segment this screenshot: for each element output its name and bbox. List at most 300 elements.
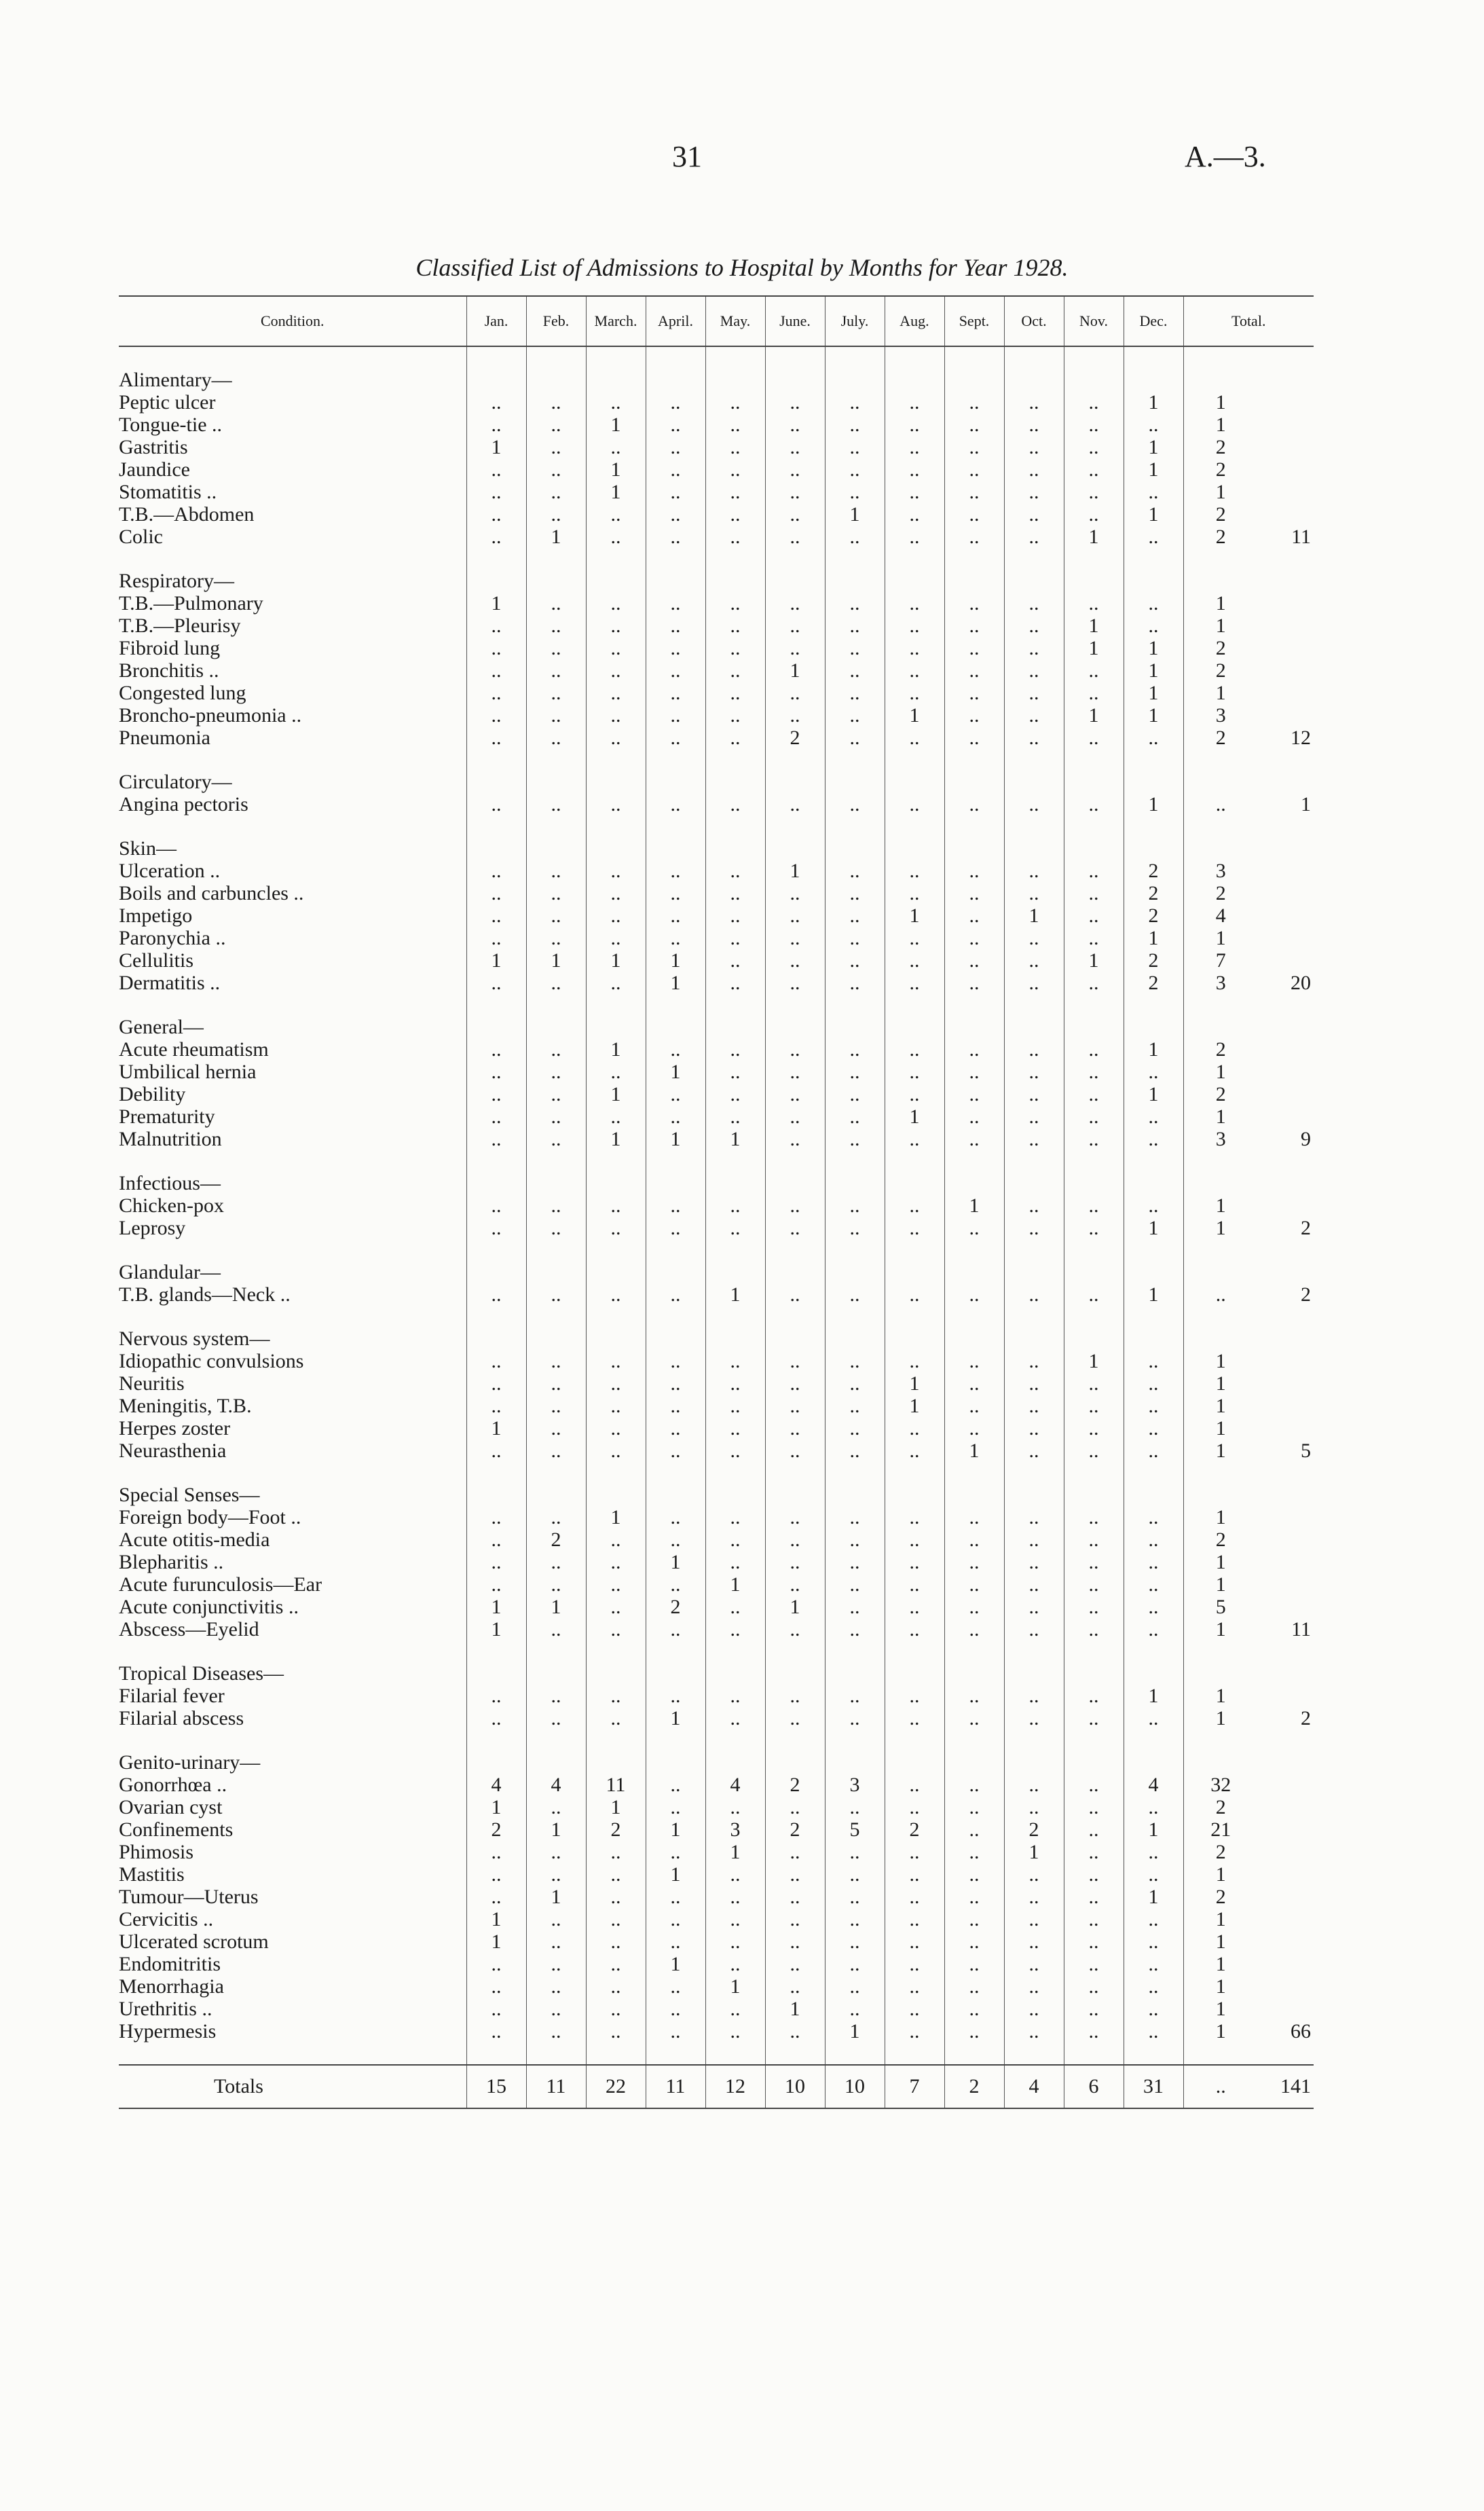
subtotal-cell-empty [1258, 1685, 1314, 1707]
month-cell-empty [1004, 570, 1064, 592]
row-total: 1 [1183, 391, 1258, 414]
month-cell-empty [1064, 1016, 1124, 1038]
month-cell: .. [646, 1998, 705, 2020]
month-cell-empty [765, 1016, 825, 1038]
group-heading-row [119, 369, 1314, 391]
month-cell: 2 [1124, 972, 1183, 994]
month-cell: .. [705, 592, 765, 615]
month-cell: .. [526, 682, 586, 704]
subtotal-cell-empty [1258, 436, 1314, 458]
month-cell-empty [885, 771, 944, 793]
month-cell: .. [944, 904, 1004, 927]
month-cell: .. [944, 1618, 1004, 1641]
month-cell-empty [646, 1484, 705, 1506]
month-cell: .. [765, 526, 825, 548]
table-row [119, 637, 1314, 659]
month-cell: .. [526, 1350, 586, 1372]
month-cell: .. [765, 414, 825, 436]
month-cell-empty [1064, 1306, 1124, 1327]
month-cell: .. [825, 1841, 885, 1863]
month-cell: .. [646, 1908, 705, 1930]
month-cell-empty [1004, 1462, 1064, 1484]
month-cell: .. [885, 1774, 944, 1796]
month-cell: .. [1124, 1551, 1183, 1573]
month-cell-empty [825, 771, 885, 793]
row-total: 1 [1183, 1417, 1258, 1440]
table-row [119, 2020, 1314, 2042]
month-cell: .. [765, 1618, 825, 1641]
month-cell: 1 [526, 1818, 586, 1841]
subtotal-cell-empty [1258, 1506, 1314, 1528]
month-cell-empty [1064, 1729, 1124, 1751]
month-cell: .. [944, 1551, 1004, 1573]
month-cell: .. [705, 1863, 765, 1886]
month-cell: 1 [1124, 1685, 1183, 1707]
month-cell: .. [705, 682, 765, 704]
month-cell: .. [526, 1395, 586, 1417]
row-total: .. [1183, 1283, 1258, 1306]
total-cell-empty [1183, 1261, 1258, 1283]
month-cell: .. [885, 1528, 944, 1551]
month-cell: 5 [825, 1818, 885, 1841]
month-cell: .. [944, 481, 1004, 503]
group-name: General— [119, 1016, 204, 1038]
month-cell-empty [825, 1261, 885, 1283]
month-cell: .. [705, 1038, 765, 1061]
month-cell: .. [1004, 682, 1064, 704]
month-cell-empty [825, 749, 885, 771]
table-row [119, 1105, 1314, 1128]
month-cell-empty [646, 1662, 705, 1685]
month-cell: .. [705, 1417, 765, 1440]
month-cell: .. [526, 615, 586, 637]
month-cell: .. [1004, 704, 1064, 727]
spacer-row [119, 1150, 1314, 1172]
group-name: Glandular— [119, 1261, 221, 1283]
month-cell-empty [1004, 1016, 1064, 1038]
total-cell-empty [1183, 1239, 1258, 1261]
month-cell: 1 [646, 1061, 705, 1083]
month-cell: 1 [1124, 1217, 1183, 1239]
month-cell: 1 [1124, 503, 1183, 526]
month-cell: .. [526, 1573, 586, 1596]
month-cell-empty [526, 994, 586, 1016]
month-cell-empty [646, 1172, 705, 1194]
month-cell: .. [466, 1395, 526, 1417]
subtotal-cell-empty [1258, 1573, 1314, 1596]
condition-label: Umbilical hernia [119, 1061, 257, 1083]
row-total: 2 [1183, 637, 1258, 659]
month-cell: .. [526, 1217, 586, 1239]
month-cell: .. [705, 1395, 765, 1417]
month-cell-empty [1004, 994, 1064, 1016]
month-cell: .. [1004, 458, 1064, 481]
row-total: 1 [1183, 615, 1258, 637]
subtotal-cell-empty [1258, 1016, 1314, 1038]
month-cell-empty [586, 994, 646, 1016]
row-total: 1 [1183, 682, 1258, 704]
table-row [119, 615, 1314, 637]
month-cell: .. [526, 727, 586, 749]
month-cell: .. [944, 659, 1004, 682]
group-name: Respiratory— [119, 570, 234, 592]
month-cell-empty [885, 548, 944, 570]
month-cell: 1 [1124, 458, 1183, 481]
month-cell: .. [765, 904, 825, 927]
month-cell: .. [646, 1618, 705, 1641]
month-cell: .. [526, 659, 586, 682]
condition-label: Tumour—Uterus [119, 1886, 259, 1908]
month-cell: .. [526, 927, 586, 949]
month-cell-empty [526, 548, 586, 570]
group-heading-row [119, 771, 1314, 793]
month-cell-empty [526, 369, 586, 391]
month-cell: .. [825, 1217, 885, 1239]
month-cell-empty [885, 346, 944, 369]
total-cell-empty [1183, 1462, 1258, 1484]
month-cell: .. [705, 1596, 765, 1618]
month-cell-empty [765, 994, 825, 1016]
row-total: 1 [1183, 1863, 1258, 1886]
month-cell: .. [646, 1774, 705, 1796]
month-cell: .. [466, 503, 526, 526]
subtotal-cell-empty [1258, 1038, 1314, 1061]
month-cell-empty [466, 1729, 526, 1751]
month-cell-empty [1124, 994, 1183, 1016]
month-cell: .. [1124, 1596, 1183, 1618]
month-cell: 1 [1004, 1841, 1064, 1863]
month-cell-empty [1124, 1016, 1183, 1038]
month-cell: .. [1064, 1685, 1124, 1707]
month-cell: 2 [885, 1818, 944, 1841]
month-cell: .. [586, 1217, 646, 1239]
month-cell: .. [1004, 1930, 1064, 1953]
month-cell: .. [526, 592, 586, 615]
spacer-row [119, 815, 1314, 837]
condition-label: T.B. glands—Neck .. [119, 1283, 291, 1306]
month-cell-empty [944, 346, 1004, 369]
spacer-cell [119, 1150, 466, 1172]
month-cell-empty [765, 1327, 825, 1350]
group-name: Tropical Diseases— [119, 1662, 284, 1685]
month-cell-empty [765, 1261, 825, 1283]
month-cell: .. [586, 391, 646, 414]
spacer-cell [119, 1306, 466, 1327]
month-cell: 1 [1064, 615, 1124, 637]
month-cell-empty [1124, 1641, 1183, 1662]
group-subtotal: 1 [1301, 793, 1311, 815]
month-cell-empty [586, 1484, 646, 1506]
month-cell: 1 [586, 481, 646, 503]
month-cell: .. [765, 949, 825, 972]
subtotal-cell-empty [1258, 391, 1314, 414]
month-cell: .. [944, 727, 1004, 749]
month-cell: .. [646, 526, 705, 548]
group-name: Infectious— [119, 1172, 221, 1194]
month-cell-empty [586, 369, 646, 391]
month-cell: 3 [705, 1818, 765, 1841]
month-cell: 1 [765, 659, 825, 682]
month-cell: .. [705, 2020, 765, 2042]
row-total: 2 [1183, 659, 1258, 682]
month-cell: .. [646, 1194, 705, 1217]
month-cell-empty [1004, 1641, 1064, 1662]
month-cell: .. [1004, 1372, 1064, 1395]
subtotal-cell-empty [1258, 1462, 1314, 1484]
subtotal-cell-empty [1258, 592, 1314, 615]
month-cell: .. [1004, 637, 1064, 659]
month-cell: .. [1064, 1841, 1124, 1863]
month-cell: 2 [466, 1818, 526, 1841]
month-cell: .. [944, 1818, 1004, 1841]
month-cell: .. [646, 1685, 705, 1707]
condition-label: Neurasthenia [119, 1440, 227, 1462]
subtotal-cell-empty [1258, 1372, 1314, 1395]
month-cell-empty [1124, 1172, 1183, 1194]
row-total: 1 [1183, 1440, 1258, 1462]
subtotal-cell-empty [1258, 749, 1314, 771]
month-total: 31 [1124, 2065, 1183, 2108]
month-cell: .. [885, 1908, 944, 1930]
condition-label: Acute otitis-media [119, 1528, 270, 1551]
row-total: 1 [1183, 1105, 1258, 1128]
document-reference: A.—3. [1185, 140, 1266, 173]
month-cell-empty [526, 346, 586, 369]
month-cell: .. [885, 1283, 944, 1306]
month-cell: .. [705, 1105, 765, 1128]
month-cell: .. [1004, 1573, 1064, 1596]
month-cell: .. [646, 1930, 705, 1953]
month-cell: .. [586, 1930, 646, 1953]
month-cell-empty [1004, 2042, 1064, 2065]
month-cell: .. [825, 1998, 885, 2020]
condition-label: Confinements [119, 1818, 234, 1841]
month-cell: 1 [1124, 637, 1183, 659]
month-cell-empty [705, 1150, 765, 1172]
table-row [119, 972, 1314, 994]
month-cell-empty [586, 548, 646, 570]
subtotal-cell-empty [1258, 1886, 1314, 1908]
month-cell-empty [825, 837, 885, 860]
month-cell: .. [586, 793, 646, 815]
month-cell: .. [1124, 1105, 1183, 1128]
month-cell-empty [526, 1729, 586, 1751]
condition-label: Meningitis, T.B. [119, 1395, 252, 1417]
month-cell: .. [466, 458, 526, 481]
row-total: 2 [1183, 1528, 1258, 1551]
month-cell: .. [1004, 860, 1064, 882]
table-row [119, 526, 1314, 548]
month-cell: .. [586, 1528, 646, 1551]
month-cell: 1 [586, 1128, 646, 1150]
month-cell: .. [885, 481, 944, 503]
month-cell: 1 [1124, 927, 1183, 949]
month-cell: .. [885, 1998, 944, 2020]
month-cell: .. [825, 1038, 885, 1061]
month-cell: .. [825, 1128, 885, 1150]
month-total: 7 [885, 2065, 944, 2108]
month-cell: .. [466, 1217, 526, 1239]
month-cell: .. [885, 1551, 944, 1573]
month-total: 4 [1004, 2065, 1064, 2108]
month-cell: .. [944, 1105, 1004, 1128]
totals-label: Totals [119, 2065, 466, 2108]
month-cell: .. [705, 1998, 765, 2020]
month-cell-empty [825, 1484, 885, 1506]
row-total: 1 [1183, 1395, 1258, 1417]
month-cell-empty [825, 548, 885, 570]
spacer-cell [119, 994, 466, 1016]
month-cell: .. [586, 1194, 646, 1217]
month-cell: .. [1004, 1217, 1064, 1239]
month-cell: .. [885, 1863, 944, 1886]
month-cell: .. [586, 1061, 646, 1083]
month-cell: .. [825, 1417, 885, 1440]
month-cell-empty [1064, 994, 1124, 1016]
month-cell: .. [466, 927, 526, 949]
subtotal-cell-empty [1258, 458, 1314, 481]
month-cell: .. [586, 1440, 646, 1462]
month-cell-empty [944, 771, 1004, 793]
month-cell: .. [586, 637, 646, 659]
month-cell-empty [765, 771, 825, 793]
header-month: March. [586, 296, 646, 346]
month-cell-empty [586, 1751, 646, 1774]
month-cell: .. [466, 860, 526, 882]
month-cell: .. [885, 1061, 944, 1083]
month-cell: .. [765, 1395, 825, 1417]
month-cell: .. [944, 1283, 1004, 1306]
month-cell: .. [1124, 615, 1183, 637]
month-cell: .. [646, 727, 705, 749]
month-cell: .. [526, 1863, 586, 1886]
month-cell-empty [526, 1462, 586, 1484]
month-cell: 2 [765, 727, 825, 749]
month-cell-empty [944, 1327, 1004, 1350]
month-cell: .. [705, 704, 765, 727]
month-cell-empty [705, 346, 765, 369]
group-heading-row [119, 837, 1314, 860]
subtotal-cell-empty [1258, 860, 1314, 882]
table-title: Classified List of Admissions to Hospital by Months for Year 1928. [415, 254, 1069, 281]
month-cell-empty [466, 1751, 526, 1774]
month-cell: .. [586, 1863, 646, 1886]
table-row [119, 1886, 1314, 1908]
month-cell-empty [1004, 771, 1064, 793]
month-cell-empty [1124, 369, 1183, 391]
month-cell-empty [944, 1462, 1004, 1484]
month-cell-empty [646, 369, 705, 391]
month-cell: .. [1124, 1863, 1183, 1886]
subtotal-cell-empty [1258, 570, 1314, 592]
month-cell-empty [944, 1729, 1004, 1751]
month-cell-empty [765, 1751, 825, 1774]
month-cell-empty [646, 570, 705, 592]
month-cell: .. [885, 1685, 944, 1707]
month-cell-empty [466, 1239, 526, 1261]
condition-label: Phimosis [119, 1841, 194, 1863]
subtotal-cell-empty [1258, 1908, 1314, 1930]
month-cell: .. [1064, 1930, 1124, 1953]
month-cell-empty [944, 369, 1004, 391]
month-cell: 1 [646, 949, 705, 972]
month-cell: 2 [586, 1818, 646, 1841]
group-subtotal: 20 [1291, 972, 1311, 994]
spacer-row [119, 1462, 1314, 1484]
month-cell: 1 [1124, 1818, 1183, 1841]
month-cell: 1 [586, 1796, 646, 1818]
month-cell: .. [1004, 1105, 1064, 1128]
header-condition: Condition. [119, 296, 466, 346]
month-cell-empty [705, 994, 765, 1016]
month-cell: 1 [646, 1128, 705, 1150]
month-cell: .. [466, 526, 526, 548]
month-cell: .. [885, 414, 944, 436]
month-cell-empty [526, 1327, 586, 1350]
month-cell-empty [885, 837, 944, 860]
month-cell: .. [646, 458, 705, 481]
month-cell-empty [944, 1172, 1004, 1194]
month-cell: .. [1064, 1217, 1124, 1239]
table-body [119, 346, 1314, 2108]
month-cell: 1 [1124, 1886, 1183, 1908]
month-total: 10 [765, 2065, 825, 2108]
condition-label: Peptic ulcer [119, 391, 216, 414]
month-cell-empty [944, 1662, 1004, 1685]
month-cell: .. [1124, 1506, 1183, 1528]
subtotal-cell-empty [1258, 1596, 1314, 1618]
month-cell: .. [526, 414, 586, 436]
month-cell: .. [526, 1841, 586, 1863]
month-cell-empty [944, 994, 1004, 1016]
month-cell: .. [825, 481, 885, 503]
header-month: Nov. [1064, 296, 1124, 346]
month-cell-empty [765, 2042, 825, 2065]
month-cell: 1 [944, 1440, 1004, 1462]
month-cell: .. [1124, 414, 1183, 436]
group-subtotal: 9 [1301, 1128, 1311, 1150]
table-row [119, 458, 1314, 481]
month-cell: .. [825, 436, 885, 458]
month-cell: .. [586, 927, 646, 949]
subtotal-cell-empty [1258, 1953, 1314, 1975]
group-name: Special Senses— [119, 1484, 260, 1506]
month-cell: .. [646, 1975, 705, 1998]
condition-label: Filarial fever [119, 1685, 225, 1707]
month-cell: .. [944, 1841, 1004, 1863]
month-cell-empty [1124, 1150, 1183, 1172]
month-cell-empty [944, 548, 1004, 570]
month-cell-empty [885, 1484, 944, 1506]
month-cell-empty [1064, 346, 1124, 369]
month-cell: .. [885, 592, 944, 615]
month-cell: .. [586, 1975, 646, 1998]
row-total: 1 [1183, 1930, 1258, 1953]
month-cell: .. [1064, 1573, 1124, 1596]
month-cell: .. [646, 860, 705, 882]
month-cell-empty [526, 1751, 586, 1774]
month-cell: .. [825, 949, 885, 972]
month-cell-empty [705, 1751, 765, 1774]
table-row [119, 793, 1314, 815]
month-cell: .. [944, 682, 1004, 704]
month-cell: .. [705, 949, 765, 972]
condition-label: Chicken-pox [119, 1194, 224, 1217]
month-cell-empty [944, 1641, 1004, 1662]
month-cell: .. [1064, 1818, 1124, 1841]
month-cell: .. [825, 1083, 885, 1105]
month-cell-empty [1124, 1306, 1183, 1327]
